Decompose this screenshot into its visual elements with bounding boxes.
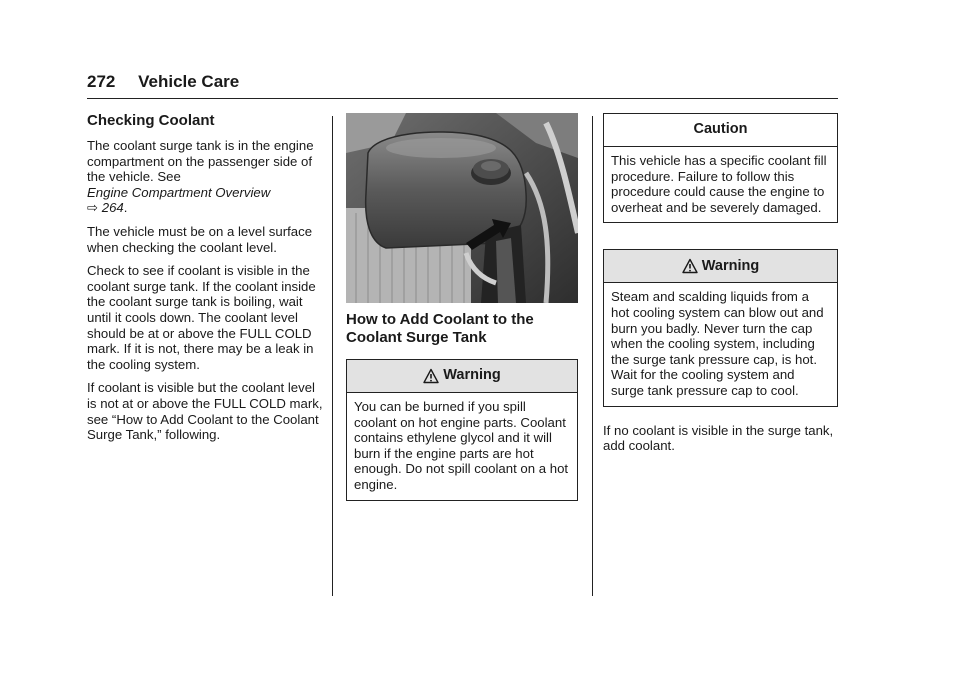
- cross-reference-page[interactable]: 264: [101, 200, 124, 216]
- paragraph-full-cold: If coolant is visible but the coolant level is not at or above the FULL COLD mark, see “How to Add Coolant to the Coolant Surge Tank,” following.: [87, 380, 323, 443]
- warning-title: Warning: [443, 367, 501, 384]
- cross-reference-link[interactable]: Engine Compartment Overview: [87, 184, 271, 200]
- column-3: [603, 113, 838, 462]
- column-1: [87, 112, 323, 451]
- header-rule: [87, 98, 838, 99]
- warning-triangle-icon: [423, 368, 439, 384]
- warning-title: Warning: [701, 257, 760, 274]
- coolant-surge-tank-photo: [346, 113, 578, 303]
- column-divider-1: [332, 116, 333, 596]
- section-heading-checking-coolant: Checking Coolant: [87, 112, 215, 129]
- paragraph-add-coolant: If no coolant is visible in the surge tank, add coolant.: [603, 422, 834, 454]
- column-divider-2: [592, 116, 593, 596]
- page-number: 272: [87, 72, 116, 91]
- page-header: [87, 72, 239, 92]
- caution-box-header: [604, 114, 837, 147]
- warning-body: You can be burned if you spill coolant on hot engine parts. Coolant contains ethylene glycol and it will burn if the engine parts are hot enough. Do not spill coolant on a hot engine.: [354, 399, 569, 492]
- caution-body: This vehicle has a specific coolant fill procedure. Failure to follow this procedure could cause the engine to overheat and be severely damaged.: [611, 153, 827, 215]
- warning-triangle-icon: [682, 258, 698, 274]
- section-title: Vehicle Care: [138, 72, 240, 91]
- caution-box: [603, 113, 838, 223]
- warning-box-burn: [346, 359, 578, 501]
- section-heading-add-coolant: How to Add Coolant to the Coolant Surge Tank: [346, 311, 534, 346]
- paragraph-check-coolant: Check to see if coolant is visible in the coolant surge tank. If the coolant inside the coolant surge tank is boiling, wait until it cools down. The coolant level should be at or above the FULL COLD mark. If it is not, there may be a leak in the cooling system.: [87, 263, 316, 372]
- warning-box-header: [347, 360, 577, 393]
- caution-title: Caution: [693, 121, 748, 138]
- column-2: [346, 113, 578, 501]
- warning-body: Steam and scalding liquids from a hot cooling system can blow out and burn you badly. Never turn the cap when the cooling system, including the surge tank pressure cap, is hot. Wait for the cooling system and surge tank pressure cap to cool.: [611, 289, 824, 398]
- paragraph-location: The coolant surge tank is in the engine compartment on the passenger side of the vehicle. See Engine Compartment Overview ⇨ 264.: [87, 138, 314, 216]
- paragraph-level-surface: The vehicle must be on a level surface when checking the coolant level.: [87, 223, 313, 255]
- warning-box-steam: [603, 249, 838, 406]
- page-ref-icon: ⇨: [87, 200, 99, 216]
- warning-box-header: [604, 250, 837, 283]
